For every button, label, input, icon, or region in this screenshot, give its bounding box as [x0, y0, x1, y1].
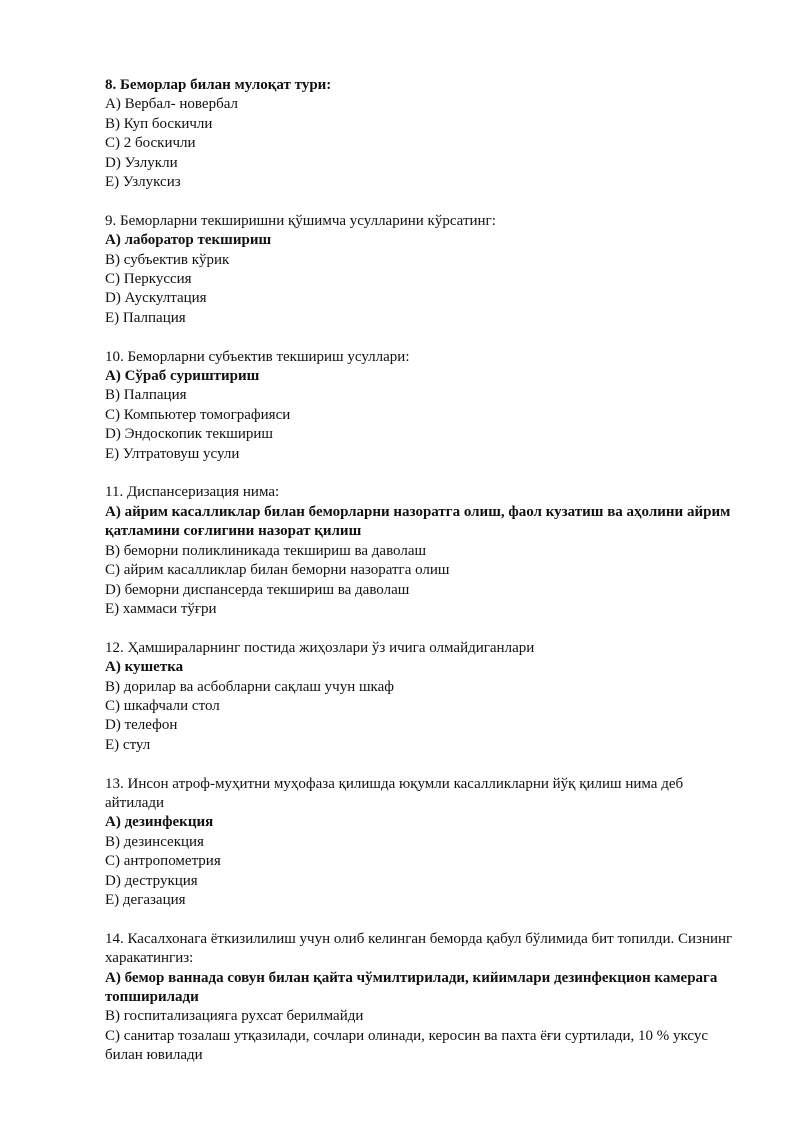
answer-option: C) шкафчали стол [105, 697, 220, 714]
document-page [105, 76, 745, 1085]
answer-option-correct: A) кушетка [105, 659, 184, 676]
answer-option-correct: A) айрим касалликлар билан беморларни назоратга олиш, фаол кузатиш ва аҳолини айрим қатламини соғлигини назорат қилиш [105, 503, 731, 540]
answer-option-correct: A) лаборатор текшириш [105, 232, 272, 249]
answer-option: B) Куп боскичли [105, 115, 213, 132]
answer-option: B) Палпация [105, 387, 187, 404]
answer-option: C) айрим касалликлар билан беморни назоратга олиш [105, 562, 450, 579]
question-title: 8. Беморлар билан мулоқат тури: [105, 77, 332, 93]
answer-option: C) Перкуссия [105, 271, 192, 288]
answer-option: B) субъектив кўрик [105, 251, 230, 268]
question-block [105, 483, 745, 619]
question-block [105, 930, 745, 1066]
answer-option: C) 2 боскичли [105, 135, 196, 152]
answer-option: B) госпитализацияга рухсат берилмайди [105, 1008, 364, 1025]
answer-option: D) Узлукли [105, 154, 178, 171]
answer-option: D) деструкция [105, 872, 198, 889]
question-title: 9. Беморларни текширишни қўшимча усулларини кўрсатинг: [105, 212, 496, 229]
answer-option: E) дегазация [105, 891, 186, 908]
question-title: 13. Инсон атроф-муҳитни муҳофаза қилишда юқумли касалликларни йўқ қилиш нима деб айтилади [105, 775, 684, 811]
answer-option: E) Ултратовуш усули [105, 445, 240, 462]
answer-option: E) Узлуксиз [105, 174, 181, 191]
answer-option: D) беморни диспансерда текшириш ва даволаш [105, 581, 410, 598]
answer-option: B) дезинсекция [105, 833, 204, 850]
answer-option: E) стул [105, 736, 151, 753]
answer-option: A) Вербал- новербал [105, 96, 238, 113]
answer-option-correct: A) дезинфекция [105, 814, 214, 831]
question-block [105, 76, 745, 192]
answer-option: D) Эндоскопик текшириш [105, 426, 273, 443]
answer-option: B) беморни поликлиникада текшириш ва даволаш [105, 542, 427, 559]
question-title: 14. Касалхонага ёткизилилиш учун олиб келинган беморда қабул бўлимида бит топилди. Сизнинг харакатингиз: [105, 930, 733, 967]
answer-option: C) Компьютер томографияси [105, 406, 291, 423]
question-title: 11. Диспансеризация нима: [105, 484, 280, 501]
question-title: 10. Беморларни субъектив текшириш усуллари: [105, 348, 410, 365]
question-title: 12. Ҳамшираларнинг постида жиҳозлари ўз ичига олмайдиганлари [105, 639, 535, 656]
answer-option-correct: A) бемор ваннада совун билан қайта чўмилтирилади, кийимлари дезинфекцион камерага топширилади [105, 969, 718, 1005]
question-block [105, 639, 745, 755]
answer-option-correct: A) Сўраб суриштириш [105, 368, 260, 385]
answer-option: C) антропометрия [105, 853, 221, 870]
question-block [105, 348, 745, 464]
answer-option: C) санитар тозалаш утқазилади, сочлари олинади, керосин ва пахта ёғи суртилади, 10 % уксус билан ювилади [105, 1027, 709, 1064]
question-block [105, 212, 745, 328]
answer-option: D) телефон [105, 717, 178, 734]
answer-option: D) Аускултация [105, 290, 207, 307]
question-block [105, 775, 745, 911]
answer-option: B) дорилар ва асбобларни сақлаш учун шкаф [105, 678, 394, 695]
answer-option: E) Палпация [105, 309, 186, 326]
answer-option: E) хаммаси тўғри [105, 600, 217, 617]
